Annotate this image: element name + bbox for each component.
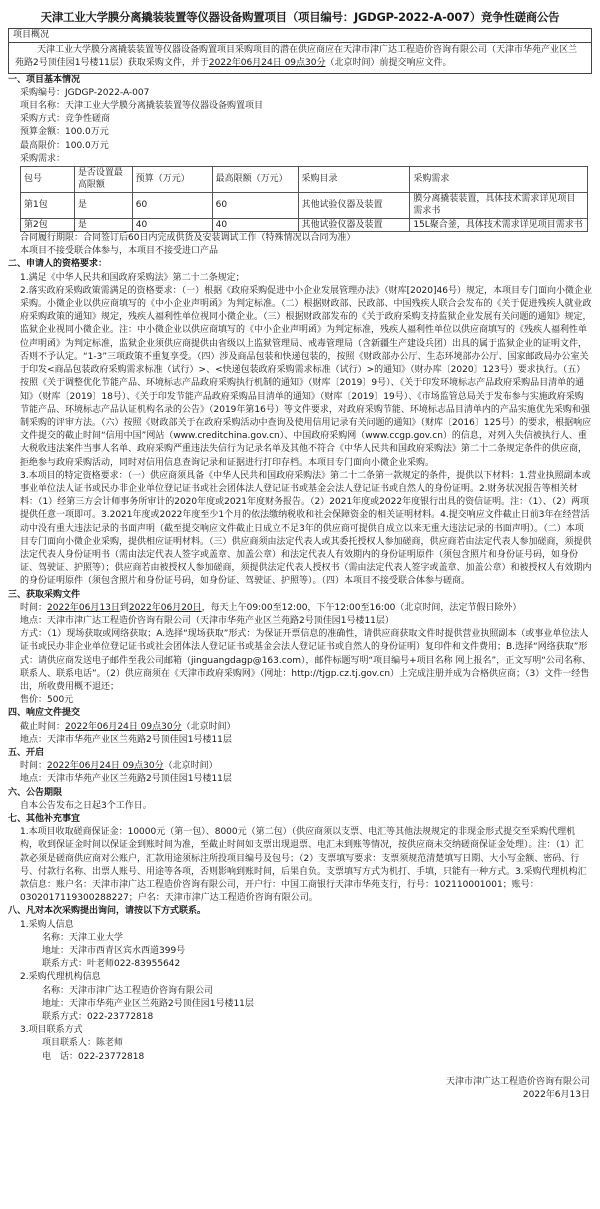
cell-limit: 40 xyxy=(212,218,298,231)
cell-budget: 40 xyxy=(132,218,212,231)
section-8-body xyxy=(8,919,592,1064)
project-contact-title: 3.项目联系方式 xyxy=(20,1025,83,1036)
obtain-time xyxy=(20,602,592,615)
opening-time-note: （北京时间） xyxy=(163,761,218,772)
section-5-body xyxy=(8,760,592,786)
announcement-period: 自本公告发布之日起3个工作日。 xyxy=(20,800,152,811)
overview-heading: 项目概况 xyxy=(9,29,591,43)
section-3-body xyxy=(8,602,592,708)
section-2-body xyxy=(8,272,592,589)
cell-package: 第2包 xyxy=(21,218,75,231)
section-7-body xyxy=(8,826,592,905)
signature-org: 天津市津广达工程造价咨询有限公司 xyxy=(445,1076,590,1087)
project-name: 项目名称：天津工业大学膜分离撬装装置等仪器设备购置项目 xyxy=(20,101,264,112)
project-contact-info xyxy=(20,1037,592,1063)
package-table xyxy=(20,166,588,232)
th-demand: 采购需求 xyxy=(410,167,588,193)
procurement-method: 采购方式：竞争性磋商 xyxy=(20,114,111,125)
project-contact-person: 项目联系人：陈老师 xyxy=(42,1038,124,1049)
section-5-heading: 五、开启 xyxy=(8,747,45,758)
section-3-heading: 三、获取采购文件 xyxy=(8,589,81,600)
purchaser-name: 名称：天津工业大学 xyxy=(42,932,124,943)
overview-deadline: 2022年06月24日 09点30分 xyxy=(208,58,326,69)
table-row xyxy=(21,218,588,231)
submit-place: 地点：天津市华苑产业区兰苑路2号顶佳园1号楼11层 xyxy=(20,734,232,745)
qualification-3: 3.本项目的特定资格要求：（一）供应商须具备《中华人民共和国政府采购法》第二十二条第一款规定的条件，提供以下材料：1.营业执照副本或事业单位法人证书或民办非企业单位登记证书或社会团体法人登记证书或基金会法人登记证书或自然人的身份证明。2.财务状况报告等相关材料：（1）经第三方会计师事务所审计的2020年度或2021年度财务报告。（2）2021年度或2022年度银行出具的资信证明。注：（1）、（2）两项提供任意一项即可。3.2021年度或2022年度至少1个月的依法缴纳税收和社会保障资金的相关证明材料。4.提交响应文件截止日前3年在经营活动中没有重大违法记录的书面声明（截至提交响应文件截止日成立不足3年的供应商可提供自成立以来无重大违法记录的书面声明）。（二）本项目专门面向小微企业采购，提供相应证明材料。（三）供应商须由法定代表人或其委托授权人参加磋商，供应商若由法定代表人参加磋商，须提供法定代表人身份证明书（需由法定代表人签字或盖章、加盖公章）和法定代表人有效期内的身份证明原件（须包含照片和身份证号码，如身份证、驾驶证、护照等）；供应商若由被授权人参加磋商，须提供法定代表人授权书（需由法定代表人签字或盖章、加盖公章）和被授权人有效期内的身份证明原件（须包含照片和身份证号码，如身份证、驾驶证、护照等）。（四）本项目不接受联合体参与磋商。 xyxy=(20,470,592,587)
document-price: 售价：500元 xyxy=(20,695,74,706)
qualification-2: 2.落实政府采购政策需满足的资格要求：（一）根据《政府采购促进中小企业发展管理办法》（财库[2020]46号）规定，本项目专门面向小微企业采购。小微企业以供应商填写的《中小企业声明函》为判定标准。（二）根据财政部、民政部、中国残疾人联合会发布的《关于促进残疾人就业政府采购政策的通知》规定，残疾人福利性单位视同小微企业。（三）根据财政部发布的《关于政府采购支持监狱企业发展有关问题的通知》规定，监狱企业视同小微企业。注：中小微企业以供应商填写的《中小企业声明函》为判定标准，残疾人福利性单位以供应商填写的《残疾人福利性单位声明函》为判定标准，监狱企业须供应商提供由省级以上监狱管理局、戒毒管理局（含新疆生产建设兵团）出具的属于监狱企业的证明文件，否则不予认定。“1-3”三项政策不重复享受。（四）涉及商品包装和快递包装的，按照《财政部办公厅、生态环境部办公厅、国家邮政局办公室关于印发<商品包装政府采购需求标准（试行）>、<快递包装政府采购需求标准（试行）>的通知》（财办库〔2020〕123号）要求执行。（五）按照《关于调整优化节能产品、环境标志产品政府采购执行机制的通知》（财库〔2019〕9号）、《关于印发环境标志产品政府采购品目清单的通知》（财库〔2019〕18号）、《关于印发节能产品政府采购品目清单的通知》（财库〔2019〕19号）、《市场监管总局关于发布参与实施政府采购节能产品、环境标志产品认证机构名录的公告》（2019年第16号）等文件要求，对政府采购节能、环境标志品目清单内的产品实施优先采购和强制采购的评审方法。（六）按照《财政部关于在政府采购活动中查询及使用信用记录有关问题的通知》（财库〔2016〕125号）的要求，根据响应文件提交的截止时间“信用中国”网站（www.creditchina.gov.cn）、中国政府采购网（www.ccgp.gov.cn）的信息，对列入失信被执行人、重大税收违法案件当事人名单、政府采购严重违法失信行为记录名单及其他不符合《中华人民共和国政府采购法》第二十二条规定条件的供应商，拒绝参与政府采购活动，同时对信用信息查询记录和证据进行打印存档。本项目专门面向小微企业采购。 xyxy=(20,285,592,468)
budget-amount: 预算金额：100.0万元 xyxy=(20,127,109,138)
agency-address: 地址：天津市华苑产业区兰苑路2号顶佳园1号楼11层 xyxy=(42,998,254,1009)
section-1-lines xyxy=(8,87,592,166)
section-8-heading: 八、凡对本次采购提出询问，请按以下方式联系。 xyxy=(8,906,207,917)
obtain-end-date: 2022年06月20日 xyxy=(128,602,202,613)
agency-info xyxy=(20,985,592,1025)
contract-term: 合同履行期限：合同签订后60日内完成供货及安装调试工作（特殊情况以合同为准） xyxy=(20,233,356,244)
announcement-page xyxy=(8,10,592,1102)
section-6-heading: 六、公告期限 xyxy=(8,787,63,798)
cell-limit: 60 xyxy=(212,192,298,218)
qualification-1: 1.满足《中华人民共和国政府采购法》第二十二条规定； xyxy=(20,272,245,283)
overview-text-b: （北京时间）前提交响应文件。 xyxy=(325,58,452,69)
max-price: 最高限价：100.0万元 xyxy=(20,140,109,151)
section-1-heading: 一、项目基本情况 xyxy=(8,74,81,85)
consortium-note: 本项目不接受联合体参与，本项目不接受进口产品 xyxy=(20,246,219,257)
submit-deadline-note: （北京时间） xyxy=(181,721,236,732)
overview-text-a: 天津工业大学膜分离撬装装置等仪器设备购置项目采购项目的潜在供应商应在天津市津广达工程造价咨询有限公司（天津市华苑产业区兰苑路2号顶佳园1号楼11层）获取采购文件，并于 xyxy=(15,45,578,69)
submit-deadline xyxy=(20,721,592,734)
obtain-time-label: 时间： xyxy=(20,602,48,613)
section-7-heading: 七、其他补充事宜 xyxy=(8,814,81,824)
obtain-place: 地点：天津市津广达工程造价咨询有限公司（天津市华苑产业区兰苑路2号顶佳园1号楼11层） xyxy=(20,615,394,626)
th-limit: 最高限额（万元） xyxy=(212,167,298,193)
project-contact-phone: 电 话：022-23772818 xyxy=(42,1051,145,1062)
signature-block xyxy=(8,1076,592,1102)
package-table-header xyxy=(21,167,588,193)
th-package: 包号 xyxy=(21,167,75,193)
cell-budget: 60 xyxy=(132,192,212,218)
cell-demand: 膜分离撬装装置，具体技术需求详见项目需求书 xyxy=(410,192,588,218)
submit-deadline-label: 截止时间： xyxy=(20,721,66,732)
th-limit-set: 是否设置最高限额 xyxy=(74,167,132,193)
obtain-start-date: 2022年06月13日 xyxy=(47,602,120,613)
cell-catalog: 其他试验仪器及装置 xyxy=(298,218,410,231)
obtain-method: 方式：（1）现场获取或网络获取；A.选择“现场获取”形式：为保证开票信息的准确性，请供应商获取文件时提供营业执照副本（或事业单位法人证书或民办非企业单位登记证书或社会团体法人登记证书或基金会法人登记证书或自然人的身份证明）复印件和文件费用；B.选择“网络获取”形式：请供应商发送电子邮件至我公司邮箱（jinguangdagp@163.com），邮件标题写明“项目编号+项目名称 网上报名”，正文写明“公司名称、联系人、联系电话”。（2）供应商须在《天津市政府采购网》（网址：http://tjgp.cz.tj.gov.cn）上完成注册并成为合格供应商；（3）文件一经售出，所收费用概不退还； xyxy=(20,629,591,692)
th-budget: 预算（万元） xyxy=(132,167,212,193)
project-code: 采购编号：JGDGP-2022-A-007 xyxy=(20,87,150,98)
overview-text xyxy=(9,43,591,72)
table-row xyxy=(21,192,588,218)
cell-limit-set: 是 xyxy=(74,218,132,231)
obtain-time-rest: ，每天上午09:00至12:00，下午12:00至16:00（北京时间，法定节假日除外） xyxy=(201,602,522,613)
opening-time-label: 时间： xyxy=(20,761,48,772)
purchaser-address: 地址：天津市西青区宾水西道399号 xyxy=(42,946,186,957)
agency-title: 2.采购代理机构信息 xyxy=(20,972,101,983)
purchaser-contact: 联系方式：叶老师022-83955642 xyxy=(42,959,181,970)
purchaser-info xyxy=(20,932,592,972)
page-title: 天津工业大学膜分离撬装装置等仪器设备购置项目（项目编号：JGDGP-2022-A-007）竞争性磋商公告 xyxy=(40,10,560,24)
purchaser-title: 1.采购人信息 xyxy=(20,919,74,930)
agency-name: 名称：天津市津广达工程造价咨询有限公司 xyxy=(42,985,214,996)
procurement-demand-label: 采购需求： xyxy=(20,153,66,164)
submit-deadline-value: 2022年06月24日 09点30分 xyxy=(65,721,182,732)
section-1-after xyxy=(8,232,592,258)
overview-box xyxy=(8,28,592,74)
agency-contact: 联系方式：022-23772818 xyxy=(42,1012,154,1023)
deposit-info: 1.本项目收取磋商保证金：10000元（第一包）、8000元（第二包）（供应商须以支票、电汇等其他法规规定的非现金形式提交至采购代理机构，收到保证金时间以保证金到账时间为准，至截止时间如支票出现退票、电汇未到账等情况，按供应商未交纳磋商保证金处理）。注：（1）汇款必须是磋商供应商对公账户，汇款用途须标注所投项目编号及包号；（2）支票填写要求：支票须规范清楚填写日期、大小写金额、密码、行号、付款行名称、出票人账号、用途等各项，否则影响到账时间，后果自负。支票填写方式为机打、手填，只能有一种方式。3.采购代理机构汇款信息：账户名：天津市津广达工程造价咨询有限公司，开户行：中国工商银行天津市华苑支行，行号：102110001001；账号：0302017119300288227；户名：天津市津广达工程造价咨询有限公司。 xyxy=(20,827,587,904)
cell-demand: 15L聚合釜，具体技术需求详见项目需求书 xyxy=(410,218,588,231)
section-6-body xyxy=(8,800,592,813)
opening-time-value: 2022年06月24日 09点30分 xyxy=(47,761,164,772)
opening-place: 地点：天津市华苑产业区兰苑路2号顶佳园1号楼11层 xyxy=(20,774,232,785)
cell-package: 第1包 xyxy=(21,192,75,218)
opening-time xyxy=(20,760,592,773)
th-catalog: 采购目录 xyxy=(298,167,410,193)
signature-date: 2022年6月13日 xyxy=(522,1090,590,1101)
section-4-body xyxy=(8,721,592,747)
cell-limit-set: 是 xyxy=(74,192,132,218)
cell-catalog: 其他试验仪器及装置 xyxy=(298,192,410,218)
obtain-to: 到 xyxy=(119,602,129,613)
section-4-heading: 四、响应文件提交 xyxy=(8,708,81,719)
section-2-heading: 二、申请人的资格要求： xyxy=(8,259,108,270)
